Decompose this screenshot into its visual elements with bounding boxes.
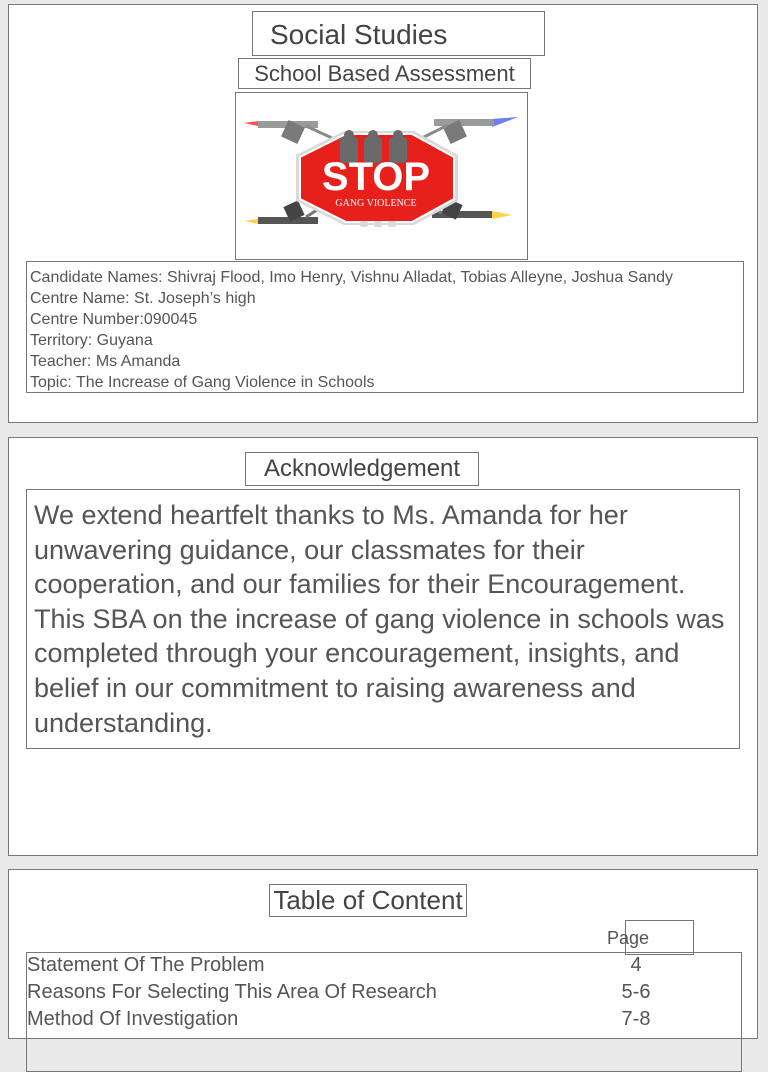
candidate-names: Candidate Names: Shivraj Flood, Imo Henry, Vishnu Alladat, Tobias Alleyne, Joshua Sandy [30, 269, 674, 286]
document-title: Social Studies [252, 11, 545, 56]
centre-number: Centre Number:090045 [30, 311, 198, 328]
teacher: Teacher: Ms Amanda [30, 353, 181, 370]
gun-top-left-icon [244, 120, 332, 144]
toc-title: Table of Content [269, 884, 467, 917]
candidate-info [26, 261, 744, 393]
toc-row [27, 981, 727, 1007]
document-subtitle: School Based Assessment [238, 58, 531, 89]
table-of-content-page [8, 869, 758, 1039]
acknowledgement-title: Acknowledgement [245, 452, 479, 486]
figures-bottom-graphic [360, 221, 396, 227]
territory: Territory: Guyana [30, 332, 153, 349]
gun-top-right-icon [422, 117, 518, 144]
acknowledgement-body: We extend heartfelt thanks to Ms. Amanda for her unwavering guidance, our classmates for their cooperation, and our families for their Encouragement. This SBA on the increase of gang violence in schools was completed through your encouragement, insights, and belief in our commitment to raising awareness and understanding. [26, 489, 740, 749]
centre-name: Centre Name: St. Joseph’s high [30, 290, 256, 307]
toc-row-label: Method Of Investigation [27, 1008, 239, 1030]
gang-violence-text: GANG VIOLENCE [335, 198, 417, 209]
stop-text: STOP [321, 155, 431, 199]
toc-row-label: Statement Of The Problem [27, 954, 265, 976]
topic: Topic: The Increase of Gang Violence in Schools [30, 374, 375, 391]
toc-row-page: 4 [630, 954, 642, 976]
stop-gang-violence-logo [235, 92, 528, 260]
toc-row-page: 5-6 [621, 981, 651, 1003]
cover-page [8, 4, 758, 423]
toc-row-label: Reasons For Selecting This Area Of Research [27, 981, 437, 1003]
acknowledgement-page [8, 437, 758, 856]
toc-row [27, 954, 727, 980]
toc-row [27, 1008, 727, 1034]
toc-row-page: 7-8 [621, 1008, 651, 1030]
page-column-header: Page [607, 928, 650, 948]
logo-graphic [236, 93, 527, 259]
